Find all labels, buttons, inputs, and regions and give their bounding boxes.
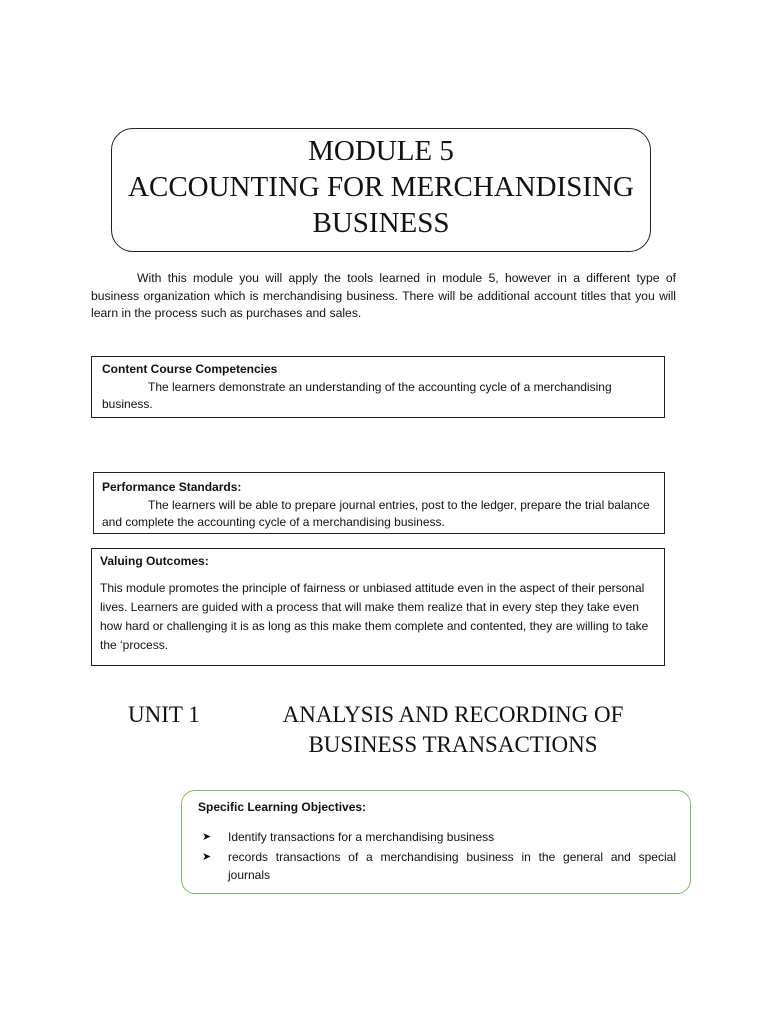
valuing-outcomes-box [91, 548, 665, 666]
intro-text: With this module you will apply the tools learned in module 5, however in a different type of business organization which is merchandising business. There will be additional account titles that you will learn in the process such as purchases and sales. [91, 271, 676, 320]
objectives-heading: Specific Learning Objectives: [198, 800, 367, 814]
arrowhead-bullet-icon: ➤ [202, 851, 212, 863]
objective-text: Identify transactions for a merchandising business [228, 829, 495, 844]
competencies-text: The learners demonstrate an understanding of the accounting cycle of a merchandising business. [102, 379, 612, 411]
objective-item [198, 829, 676, 847]
module-title-line-1: ACCOUNTING FOR MERCHANDISING [128, 171, 634, 203]
performance-paragraph [102, 497, 656, 532]
competencies-paragraph [102, 379, 654, 414]
valuing-text: This module promotes the principle of fairness or unbiased attitude even in the aspect of their personal lives. Learners are guided with a process that will make them realize that in every step they take even how hard or challenging it is as long as this make them complete and contented, they are willing to take the ‘process. [100, 580, 649, 652]
unit-number: UNIT 1 [128, 702, 200, 727]
performance-heading: Performance Standards: [102, 480, 242, 494]
performance-text: The learners will be able to prepare journal entries, post to the ledger, prepare the trial balance and complete the accounting cycle of a merchandising business. [102, 497, 650, 529]
objectives-list [198, 829, 676, 885]
arrowhead-bullet-icon: ➤ [202, 830, 212, 843]
competencies-heading: Content Course Competencies [102, 362, 278, 376]
objective-item [198, 849, 676, 884]
performance-standards-box [93, 472, 665, 534]
valuing-heading: Valuing Outcomes: [100, 554, 209, 568]
intro-paragraph [91, 270, 676, 323]
module-number: MODULE 5 [308, 135, 454, 167]
module-title-box [111, 128, 651, 252]
learning-objectives-box [181, 790, 691, 894]
module-title-line-2: BUSINESS [312, 207, 450, 239]
objective-text: records transactions of a merchandising business in the general and special journals [228, 850, 676, 882]
content-competencies-box [91, 356, 665, 418]
unit-title: ANALYSIS AND RECORDING OF BUSINESS TRANSACTIONS [282, 702, 624, 757]
